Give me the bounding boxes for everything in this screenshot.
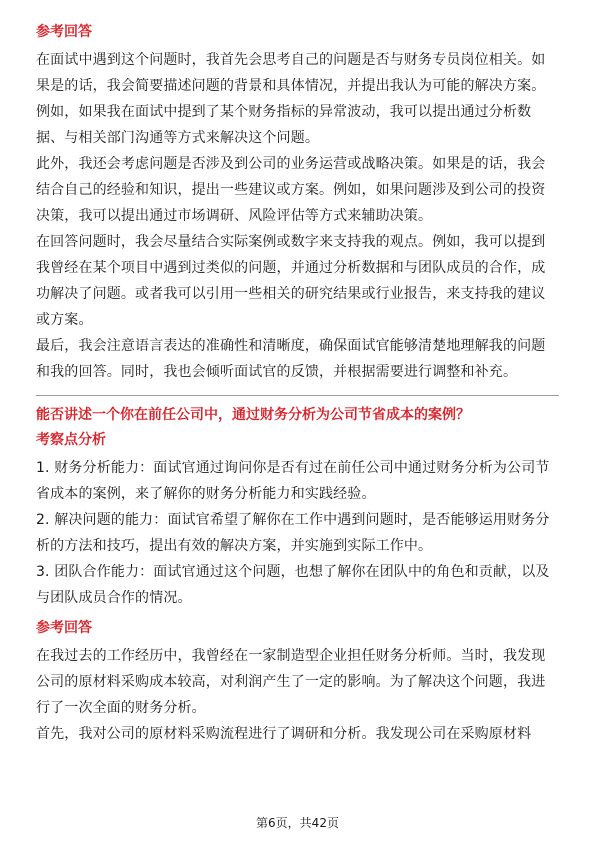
answer-paragraph	[36, 229, 559, 333]
answer-paragraph	[36, 47, 559, 151]
text-line: 和我的回答。同时，我也会倾听面试官的反馈，并根据需要进行调整和补充。	[36, 364, 518, 380]
answer-paragraph	[36, 643, 559, 721]
text-line: 据、与相关部门沟通等方式来解决这个问题。	[36, 130, 319, 146]
text-line: 首先，我对公司的原材料采购流程进行了调研和分析。我发现公司在采购原材料	[36, 726, 532, 742]
text-line: 果是的话，我会简要描述问题的背景和具体情况，并提出我认为可能的解决方案。	[36, 78, 546, 94]
analysis-item	[36, 507, 559, 559]
analysis-item	[36, 455, 559, 507]
text-line: 省成本的案例，来了解你的财务分析能力和实践经验。	[36, 486, 376, 502]
reference-answer-heading: 参考回答	[36, 620, 92, 636]
text-line: 在我过去的工作经历中，我曾经在一家制造型企业担任财务分析师。当时，我发现	[36, 648, 546, 664]
text-line: 在回答问题时，我会尽量结合实际案例或数字来支持我的观点。例如，我可以提到	[36, 234, 546, 250]
interview-question: 能否讲述一个你在前任公司中，通过财务分析为公司节省成本的案例？	[36, 407, 470, 423]
page-content	[36, 22, 559, 747]
text-line: 最后，我会注意语言表达的准确性和清晰度，确保面试官能够清楚地理解我的问题	[36, 338, 546, 354]
text-line: 我曾经在某个项目中遇到过类似的问题，并通过分析数据和与团队成员的合作，成	[36, 260, 546, 276]
text-line: 公司的原材料采购成本较高，对利润产生了一定的影响。为了解决这个问题，我进	[36, 674, 546, 690]
reference-answer-heading: 参考回答	[36, 24, 92, 40]
text-line: 2. 解决问题的能力：面试官希望了解你在工作中遇到问题时，是否能够运用财务分	[36, 512, 550, 528]
text-line: 在面试中遇到这个问题时，我首先会思考自己的问题是否与财务专员岗位相关。如	[36, 52, 546, 68]
page-number: 第6页，共42页	[256, 816, 339, 830]
answer-paragraph	[36, 721, 559, 747]
text-line: 3. 团队合作能力：面试官通过这个问题，也想了解你在团队中的角色和贡献，以及	[36, 564, 550, 580]
answer-paragraph	[36, 333, 559, 385]
text-line: 决策，我可以提出通过市场调研、风险评估等方式来辅助决策。	[36, 208, 433, 224]
text-line: 1. 财务分析能力：面试官通过询问你是否有过在前任公司中通过财务分析为公司节	[36, 460, 550, 476]
answer-paragraph	[36, 151, 559, 229]
text-line: 结合自己的经验和知识，提出一些建议或方案。例如，如果问题涉及到公司的投资	[36, 182, 546, 198]
text-line: 与团队成员合作的情况。	[36, 590, 192, 606]
text-line: 或方案。	[36, 312, 93, 328]
section-divider	[36, 395, 559, 396]
text-line: 功解决了问题。或者我可以引用一些相关的研究结果或行业报告，来支持我的建议	[36, 286, 546, 302]
text-line: 例如，如果我在面试中提到了某个财务指标的异常波动，我可以提出通过分析数	[36, 104, 532, 120]
analysis-item	[36, 559, 559, 611]
text-line: 行了一次全面的财务分析。	[36, 700, 206, 716]
analysis-heading: 考察点分析	[36, 432, 106, 448]
text-line: 析的方法和技巧，提出有效的解决方案，并实施到实际工作中。	[36, 538, 433, 554]
text-line: 此外，我还会考虑问题是否涉及到公司的业务运营或战略决策。如果是的话，我会	[36, 156, 546, 172]
